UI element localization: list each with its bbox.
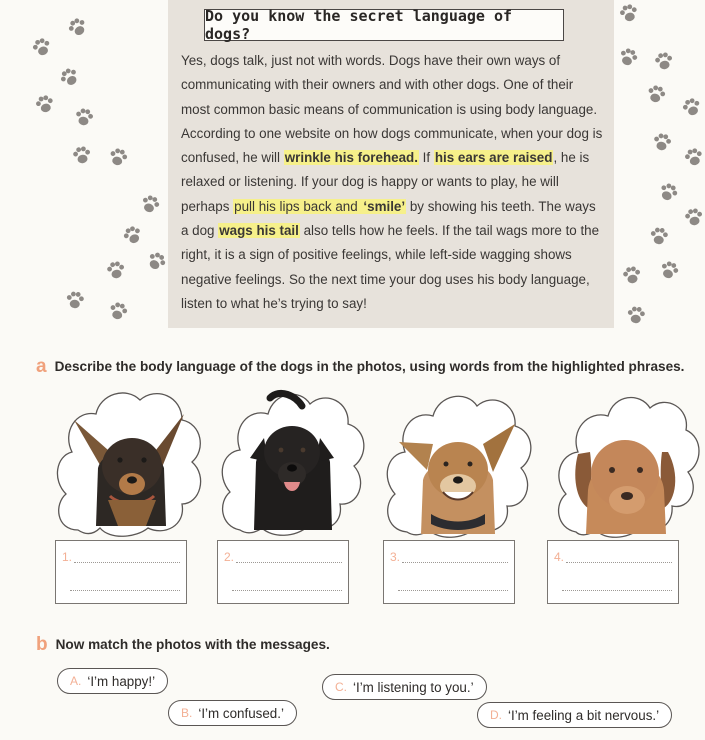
dog-photo-3-icon: [377, 384, 539, 544]
paw-icon: [684, 147, 705, 167]
article-paragraph: [181, 49, 603, 316]
exercise-b-instruction: [36, 634, 330, 656]
paragraph-text: , he is relaxed or listening. If your dog is happy or wants to play, he will perhaps: [181, 150, 590, 214]
paw-icon: [684, 207, 704, 226]
highlighted-phrase: wrinkle his forehead.: [284, 150, 418, 166]
answer-line[interactable]: [70, 590, 180, 591]
dog-photo-4-icon: [548, 384, 705, 544]
paw-icon: [66, 16, 89, 39]
message-text: ‘I’m feeling a bit nervous.’: [508, 707, 660, 723]
dog-photo-2-icon: [212, 380, 372, 542]
message-letter: D.: [490, 708, 502, 722]
message-text: ‘I’m confused.’: [198, 705, 284, 721]
paw-icon: [145, 250, 168, 273]
paw-icon: [618, 46, 640, 67]
exercise-a-letter: a: [36, 356, 47, 377]
paw-icon: [650, 227, 668, 245]
answer-line[interactable]: [562, 590, 672, 591]
answer-box-3[interactable]: [383, 540, 515, 604]
message-letter: C.: [335, 680, 347, 694]
answer-line[interactable]: [402, 562, 508, 563]
answer-box-1[interactable]: [55, 540, 187, 604]
message-letter: B.: [181, 706, 193, 720]
paw-icon: [659, 259, 681, 280]
paw-icon: [619, 3, 640, 23]
paragraph-text: Yes, dogs talk, just not with words. Dogs have their own ways of communicating with their owners and with other dogs. One of their most common basic means of communication is using body language. According to one website on how dogs communicate, when your dog is confused, he will: [181, 53, 603, 166]
exercise-a-text: Describe the body language of the dogs in the photos, using words from the highlighted phrases.: [54, 359, 685, 374]
paragraph-text: If: [418, 150, 434, 166]
answer-box-2[interactable]: [217, 540, 349, 604]
answer-line[interactable]: [398, 590, 508, 591]
paw-icon: [72, 145, 92, 164]
answer-number: 2.: [224, 550, 235, 564]
paragraph-text: also tells how he feels. If the tail wags more to the right, it is a sign of positive feelings, while left-side wagging shows negative feelings. So the next time your dog uses his body language, listen to what he’s trying to say!: [181, 223, 600, 311]
paw-icon: [622, 265, 642, 284]
message-letter: A.: [70, 674, 82, 688]
paw-icon: [106, 260, 126, 279]
exercise-b-letter: b: [36, 634, 48, 655]
message-text: ‘I’m listening to you.’: [353, 679, 474, 695]
paw-icon: [652, 132, 672, 151]
exercise-b-text: Now match the photos with the messages.: [55, 637, 330, 652]
paw-icon: [108, 301, 129, 321]
highlighted-phrase: his ears are raised: [434, 150, 553, 166]
paw-icon: [66, 291, 84, 309]
paragraph-text: by showing his teeth. The ways a dog: [181, 198, 596, 239]
highlighted-phrase: ‘smile’: [363, 198, 406, 214]
dog-photo-1-icon: [48, 380, 210, 542]
paw-icon: [681, 96, 703, 117]
answer-number: 1.: [62, 550, 73, 564]
paw-icon: [58, 66, 81, 89]
paw-icon: [646, 84, 667, 104]
article-title: Do you know the secret language of dogs?: [204, 9, 564, 41]
answer-line[interactable]: [232, 590, 342, 591]
answer-box-4[interactable]: [547, 540, 679, 604]
paw-icon: [657, 181, 679, 203]
paw-icon: [121, 224, 143, 246]
answer-line[interactable]: [236, 562, 342, 563]
paw-icon: [654, 51, 674, 70]
answer-number: 3.: [390, 550, 401, 564]
paw-icon: [74, 107, 94, 126]
answer-line[interactable]: [566, 562, 672, 563]
answer-line[interactable]: [74, 562, 180, 563]
paw-icon: [31, 36, 53, 57]
message-text: ‘I’m happy!’: [87, 673, 156, 689]
paw-icon: [627, 306, 645, 324]
highlighted-phrase: wags his tail: [219, 223, 299, 239]
message-d[interactable]: [477, 702, 672, 728]
message-c[interactable]: [322, 674, 487, 700]
message-b[interactable]: [168, 700, 297, 726]
highlighted-phrase: pull his lips back and: [234, 198, 362, 214]
paw-icon: [35, 94, 56, 114]
answer-number: 4.: [554, 550, 565, 564]
message-a[interactable]: [57, 668, 168, 694]
paw-icon: [140, 193, 162, 214]
exercise-a-instruction: [36, 356, 684, 378]
paw-icon: [108, 147, 129, 167]
